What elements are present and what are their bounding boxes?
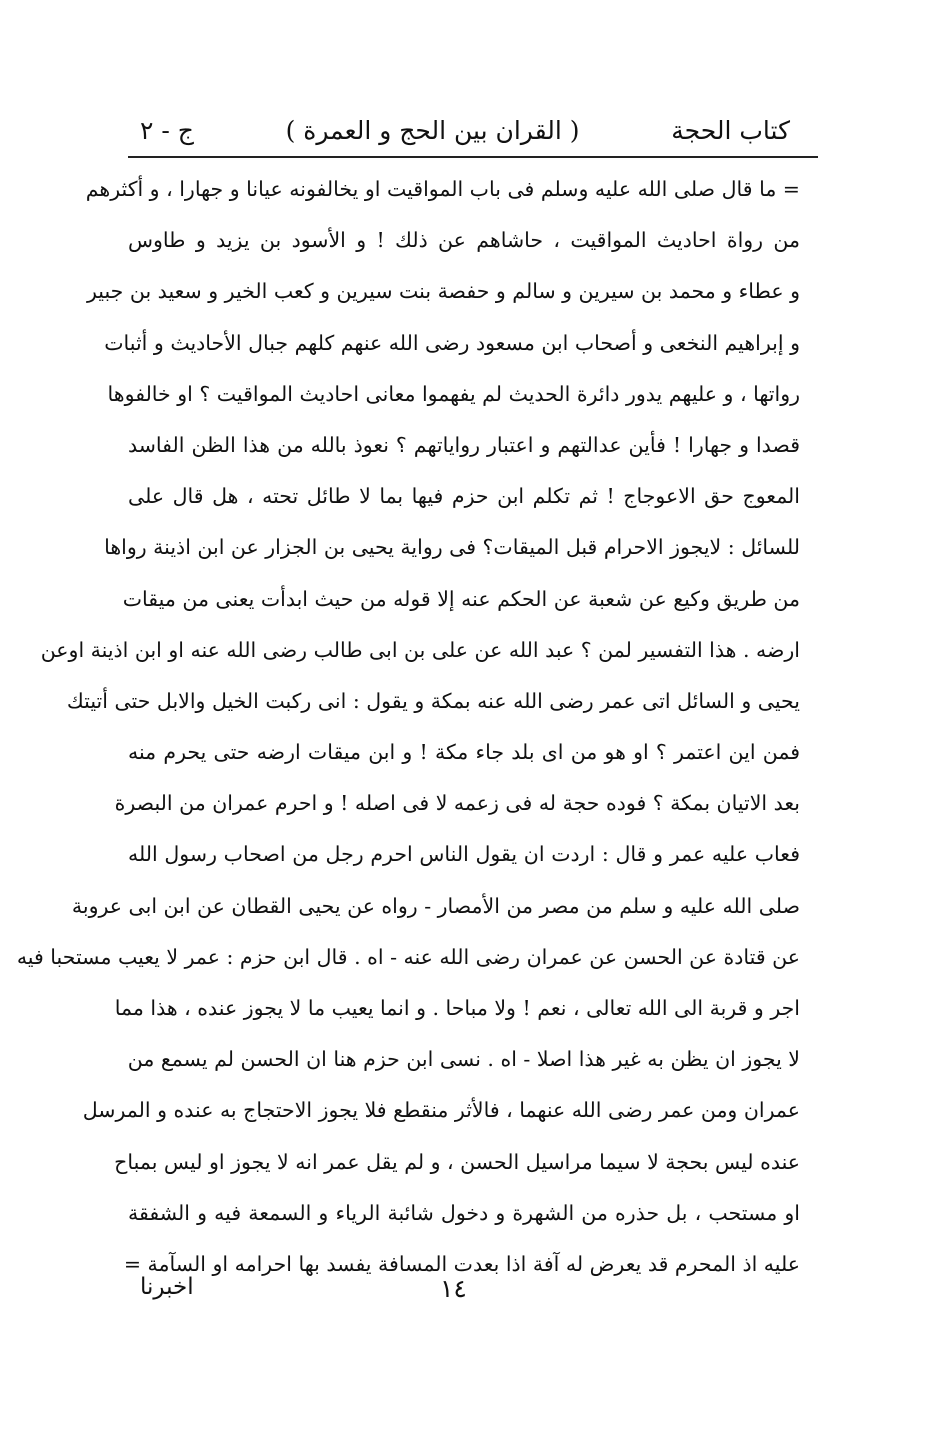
- text-line: او مستحب ، بل حذره من الشهرة و دخول شائبة الرياء و السمعة فيه و الشفقة: [128, 1200, 800, 1225]
- page-number: ١٤: [440, 1274, 467, 1303]
- text-line: عنده ليس بحجة لا سيما مراسيل الحسن ، و لم يقل عمر انه لا يجوز او ليس بمباح: [114, 1149, 800, 1174]
- text-line: المعوج حق الاعوجاج ! ثم تكلم ابن حزم فيها بما لا طائل تحته ، هل قال على: [128, 484, 800, 509]
- text-line: عن قتادة عن الحسن عن عمران رضى الله عنه - اه . قال ابن حزم : عمر لا يعيب مستحبا فيه: [16, 944, 800, 969]
- text-line: و إبراهيم النخعى و أصحاب ابن مسعود رضى الله عنهم كلهم جبال الأحاديث و أثبات: [104, 330, 800, 355]
- volume-label: ج - ٢: [140, 115, 194, 145]
- text-line: عمران ومن عمر رضى الله عنهما ، فالأثر منقطع فلا يجوز الاحتجاج به عنده و المرسل: [82, 1098, 800, 1123]
- text-line: يحيى و السائل اتى عمر رضى الله عنه بمكة و يقول : انى ركبت الخيل والابل حتى أتيتك: [66, 688, 800, 713]
- text-line: و عطاء و محمد بن سيرين و سالم و حفصة بنت سيرين و كعب الخير و سعيد بن جبير: [86, 279, 800, 304]
- text-line: من طريق وكيع عن شعبة عن الحكم عنه إلا قوله من حيث ابدأت يعنى من ميقات: [122, 586, 800, 611]
- text-line: = ما قال صلى الله عليه وسلم فى باب المواقيت او يخالفونه عيانا و جهارا ، و أكثرهم: [85, 177, 800, 201]
- text-line: فمن اين اعتمر ؟ او هو من اى بلد جاء مكة ! و ابن ميقات ارضه حتى يحرم منه: [128, 740, 800, 765]
- text-line: قصدا و جهارا ! فأين عدالتهم و اعتبار رواياتهم ؟ نعوذ بالله من هذا الظن الفاسد: [128, 432, 800, 457]
- running-header: [140, 108, 790, 152]
- text-line: رواتها ، و عليهم يدور دائرة الحديث لم يفهموا معانى احاديث المواقيت ؟ او خالفوها: [107, 381, 800, 406]
- text-line: بعد الاتيان بمكة ؟ فوده حجة له فى زعمه لا فى اصله ! و احرم عمران من البصرة: [114, 791, 800, 816]
- text-line: ارضه . هذا التفسير لمن ؟ عبد الله عن على بن ابى طالب رضى الله عنه او ابن اذينة اوعن: [40, 637, 800, 662]
- text-line: لا يجوز ان يظن به غير هذا اصلا - اه . نسى ابن حزم هنا ان الحسن لم يسمع من: [127, 1047, 800, 1072]
- book-title: كتاب الحجة: [671, 115, 790, 145]
- text-line: صلى الله عليه و سلم من مصر من الأمصار - رواه عن يحيى القطان عن ابن ابى عروبة: [71, 893, 800, 918]
- section-title: ( القران بين الحج و العمرة ): [285, 115, 580, 145]
- header-rule: [128, 156, 818, 158]
- text-line: للسائل : لايجوز الاحرام قبل الميقات؟ فى رواية يحيى بن الجزار عن ابن اذينة رواها: [104, 535, 800, 560]
- text-line: اجر و قربة الى الله تعالى ، نعم ! ولا مباحا . و انما يعيب ما لا يجوز عنده ، هذا مما: [114, 996, 800, 1020]
- page-footer: [128, 1268, 800, 1312]
- text-line: فعاب عليه عمر و قال : اردت ان يقول الناس احرم رجل من اصحاب رسول الله: [128, 842, 800, 867]
- text-line: من رواة احاديث المواقيت ، حاشاهم عن ذلك ! و الأسود بن يزيد و طاوس: [128, 228, 800, 253]
- text-line: عليه اذ المحرم قد يعرض له آفة اذا بعدت المسافة يفسد بها احرامه او السآمة =: [123, 1251, 800, 1276]
- body-text: [16, 164, 800, 1290]
- catchword: اخبرنا: [140, 1274, 194, 1300]
